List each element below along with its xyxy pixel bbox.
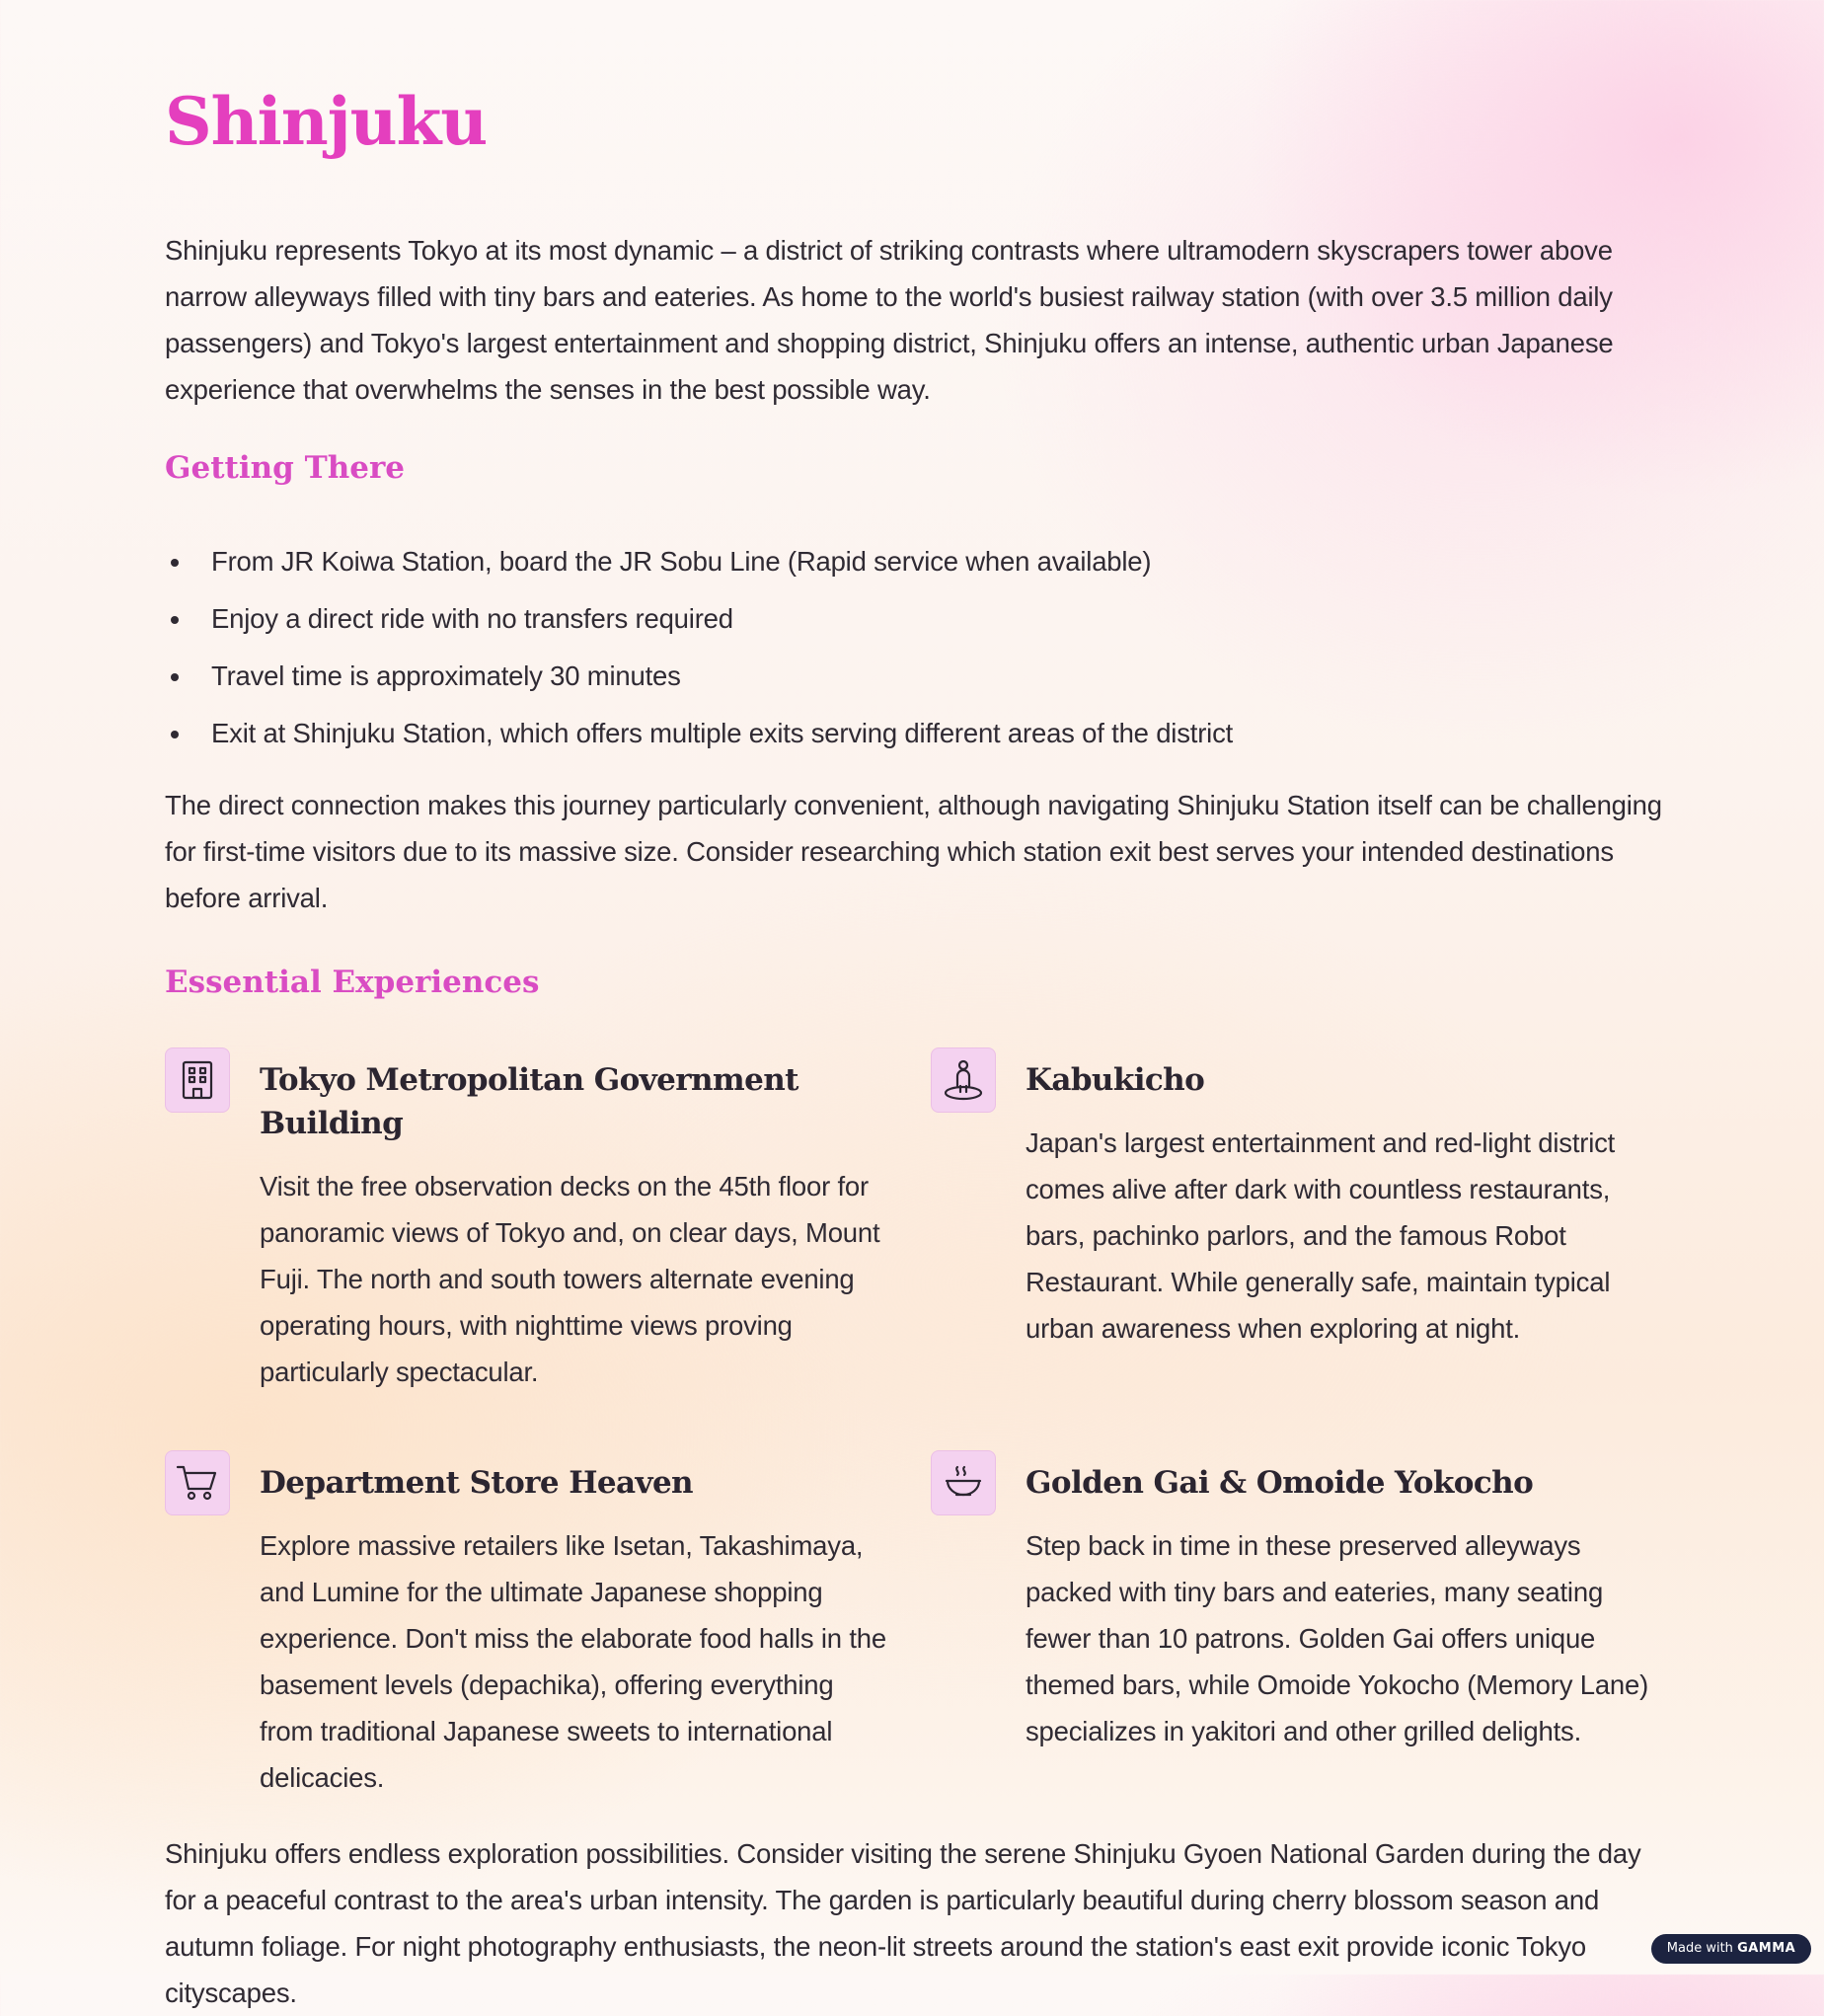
experience-card-body bbox=[260, 1047, 891, 1395]
experiences-grid bbox=[165, 1047, 1665, 1801]
experience-description: Japan's largest entertainment and red-light district comes alive after dark with countless restaurants, bars, pachinko parlors, and the famous Robot Restaurant. While generally safe, maintain typical urban awareness when exploring at night. bbox=[1026, 1127, 1616, 1344]
experience-description: Explore massive retailers like Isetan, Takashimaya, and Lumine for the ultimate Japanese shopping experience. Don't miss the elaborate food halls in the basement levels (depachika), offering everything from traditional Japanese sweets to international delicacies. bbox=[260, 1530, 886, 1793]
essential-experiences-heading: Essential Experiences bbox=[165, 965, 540, 1000]
intro-paragraph: Shinjuku represents Tokyo at its most dynamic – a district of striking contrasts where ultramodern skyscrapers tower above narrow alleyways filled with tiny bars and eateries. As home to the world's busiest railway station (with over 3.5 million daily passengers) and Tokyo's largest entertainment and shopping district, Shinjuku offers an intense, authentic urban Japanese experience that overwhelms the senses in the best possible way. bbox=[165, 235, 1614, 405]
badge-prefix: Made with bbox=[1666, 1941, 1733, 1956]
bullet-icon bbox=[171, 559, 179, 567]
closing-paragraph: Shinjuku offers endless exploration possibilities. Consider visiting the serene Shinjuku Gyoen National Garden during the day for a peaceful contrast to the area's urban intensity. The garden is particularly beautiful during cherry blossom season and autumn foliage. For night photography enthusiasts, the neon-lit streets around the station's east exit provide iconic Tokyo cityscapes. bbox=[165, 1838, 1641, 2008]
building-icon bbox=[165, 1047, 230, 1113]
list-item bbox=[165, 533, 1665, 590]
badge-brand: GAMMA bbox=[1737, 1941, 1796, 1956]
list-item-text: Exit at Shinjuku Station, which offers multiple exits serving different areas of the district bbox=[211, 718, 1234, 748]
experience-card-golden-gai bbox=[931, 1450, 1665, 1801]
experience-card-body bbox=[1026, 1450, 1657, 1754]
bullet-icon bbox=[171, 616, 179, 624]
list-item bbox=[165, 590, 1665, 648]
experience-title: Golden Gai & Omoide Yokocho bbox=[1026, 1465, 1534, 1501]
experience-title: Kabukicho bbox=[1026, 1062, 1205, 1098]
experience-description: Step back in time in these preserved alleyways packed with tiny bars and eateries, many seating fewer than 10 patrons. Golden Gai offers unique themed bars, while Omoide Yokocho (Memory Lane) specializes in yakitori and other grilled delights. bbox=[1026, 1530, 1649, 1746]
list-item bbox=[165, 705, 1665, 762]
steaming-bowl-icon bbox=[931, 1450, 996, 1515]
experience-card-kabukicho bbox=[931, 1047, 1665, 1395]
page-title: Shinjuku bbox=[165, 83, 488, 160]
getting-there-heading: Getting There bbox=[165, 450, 406, 486]
experience-title: Tokyo Metropolitan Government Building bbox=[260, 1062, 798, 1141]
experience-description: Visit the free observation decks on the 45th floor for panoramic views of Tokyo and, on clear days, Mount Fuji. The north and south towers alternate evening operating hours, with nighttime views proving particularly spectacular. bbox=[260, 1171, 880, 1387]
list-item-text: From JR Koiwa Station, board the JR Sobu Line (Rapid service when available) bbox=[211, 546, 1152, 577]
list-item-text: Travel time is approximately 30 minutes bbox=[211, 660, 681, 691]
bullet-icon bbox=[171, 673, 179, 681]
document-content bbox=[165, 77, 1665, 2016]
getting-there-list bbox=[165, 533, 1665, 762]
bullet-icon bbox=[171, 731, 179, 738]
experience-title: Department Store Heaven bbox=[260, 1465, 693, 1501]
getting-there-note: The direct connection makes this journey particularly convenient, although navigating Shinjuku Station itself can be challenging for first-time visitors due to its massive size. Consider researching which station exit best serves your intended destinations before arrival. bbox=[165, 790, 1662, 913]
list-item bbox=[165, 648, 1665, 705]
experience-card-tokyo-metropolitan bbox=[165, 1047, 931, 1395]
shopping-cart-icon bbox=[165, 1450, 230, 1515]
experience-card-body bbox=[1026, 1047, 1657, 1352]
made-with-gamma-badge[interactable] bbox=[1651, 1934, 1811, 1964]
list-item-text: Enjoy a direct ride with no transfers required bbox=[211, 603, 733, 634]
experience-card-body bbox=[260, 1450, 891, 1801]
experience-card-department-store bbox=[165, 1450, 931, 1801]
person-on-map-icon bbox=[931, 1047, 996, 1113]
